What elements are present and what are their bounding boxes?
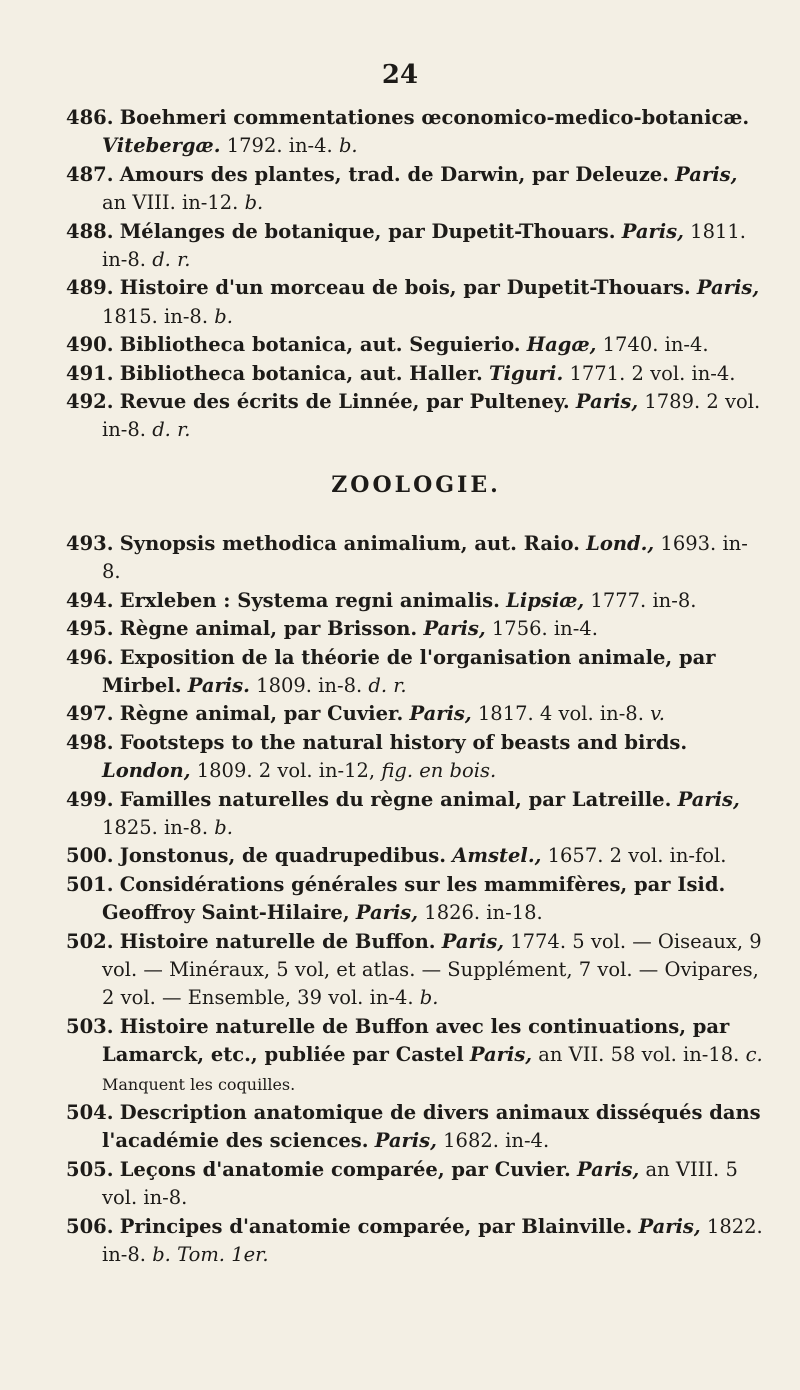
- entry-number: 486.: [66, 106, 114, 129]
- entry-details: 1693. in-8.: [102, 531, 748, 584]
- section-heading: ZOOLOGIE.: [331, 471, 501, 498]
- entry-title: Bibliotheca botanica, aut. Haller.: [119, 361, 483, 385]
- entry-binding: b.: [338, 134, 358, 158]
- entry-binding: b.: [244, 191, 264, 215]
- catalogue-entry: [66, 104, 766, 161]
- catalogue-entry: [66, 1013, 766, 1099]
- catalogue-entry: [66, 218, 766, 275]
- entry-details: 1657. 2 vol. in-fol.: [547, 844, 727, 868]
- entry-binding: b.: [214, 815, 233, 839]
- entry-place: Tiguri.: [489, 361, 564, 385]
- entry-title: Familles naturelles du règne animal, par Latreille.: [119, 787, 672, 811]
- entry-binding: d. r.: [152, 418, 191, 442]
- entry-number: 500.: [66, 844, 114, 868]
- catalogue-entry: [66, 928, 766, 1013]
- catalogue-entry: [66, 274, 766, 331]
- catalogue-entry: [66, 1213, 766, 1270]
- catalogue-entry: [66, 729, 766, 786]
- entry-title: Revue des écrits de Linnée, par Pulteney.: [119, 390, 570, 414]
- catalogue-entries: [66, 104, 766, 1269]
- catalogue-entry: [66, 530, 766, 587]
- entry-title: Histoire naturelle de Buffon.: [119, 929, 436, 953]
- entry-binding: fig. en bois.: [381, 759, 497, 783]
- entry-title: Considérations générales sur les mammifères, par Isid. Geoffroy Saint-Hilaire,: [102, 872, 726, 925]
- entry-details: an VII. 58 vol. in-18.: [538, 1043, 740, 1067]
- entry-title: Histoire d'un morceau de bois, par Dupetit-Thouars.: [119, 276, 691, 300]
- entry-details: 1792. in-4.: [226, 134, 333, 158]
- entry-details: 1822. in-8.: [102, 1214, 763, 1267]
- catalogue-entry: [66, 615, 766, 643]
- entry-title: Footsteps to the natural history of beasts and birds.: [119, 730, 688, 754]
- entry-details: an VIII. 5 vol. in-8.: [102, 1157, 738, 1210]
- entry-number: 504.: [66, 1101, 114, 1124]
- entry-details: 1809. in-8.: [256, 673, 363, 697]
- entry-place: Paris,: [355, 901, 419, 925]
- catalogue-entry: [66, 644, 766, 701]
- entry-place: Paris.: [187, 673, 250, 697]
- entry-place: Lipsiæ,: [506, 588, 585, 612]
- entry-details: an VIII. in-12.: [102, 191, 239, 215]
- entry-details: 1809. 2 vol. in-12,: [196, 759, 376, 783]
- catalogue-entry: [66, 842, 766, 870]
- entry-details: 1825. in-8.: [102, 815, 209, 839]
- entry-number: 499.: [66, 787, 114, 811]
- entry-title: Jonstonus, de quadrupedibus.: [119, 844, 447, 868]
- entry-binding: b. Tom. 1er.: [152, 1243, 269, 1267]
- entry-place: Paris,: [638, 1214, 701, 1238]
- catalogue-entry: [66, 388, 766, 445]
- entry-details: 1826. in-18.: [424, 901, 543, 925]
- entry-place: Vitebergæ.: [102, 134, 221, 158]
- entry-title: Leçons d'anatomie comparée, par Cuvier.: [119, 1157, 571, 1181]
- catalogue-entry: [66, 1099, 766, 1156]
- entry-number: 496.: [66, 645, 114, 669]
- entry-details: 1756. in-4.: [491, 617, 598, 641]
- entry-title: Synopsis methodica animalium, aut. Raio.: [119, 531, 580, 555]
- entry-number: 489.: [66, 276, 114, 300]
- entry-details: 1774. 5 vol. — Oiseaux, 9 vol. — Minéraux, 5 vol, et atlas. — Supplément, 7 vol. — Ovipares, 2 vol. — Ensemble, 39 vol. in-4.: [102, 929, 762, 1010]
- entry-title: Erxleben : Systema regni animalis.: [119, 588, 500, 612]
- entry-details: 1777. in-8.: [590, 588, 697, 612]
- entry-place: Paris,: [677, 787, 740, 811]
- entry-place: Paris,: [469, 1043, 533, 1067]
- catalogue-entry: [66, 161, 766, 218]
- entry-binding: b.: [419, 986, 439, 1010]
- entry-place: Paris,: [409, 702, 472, 726]
- entry-binding: b.: [214, 304, 233, 328]
- entry-number: 490.: [66, 333, 114, 357]
- catalogue-entry: [66, 331, 766, 359]
- entry-title: Boehmeri commentationes œconomico-medico-botanicæ.: [119, 106, 750, 129]
- entry-title: Histoire naturelle de Buffon avec les continuations, par Lamarck, etc., publiée par Castel: [102, 1014, 730, 1067]
- entry-details: 1789. 2 vol. in-8.: [102, 390, 761, 442]
- entry-number: 502.: [66, 929, 114, 953]
- entry-title: Règne animal, par Cuvier.: [119, 702, 404, 726]
- entry-place: Lond.,: [586, 531, 655, 555]
- catalogue-entry: [66, 1156, 766, 1213]
- entry-details: 1740. in-4.: [602, 333, 709, 357]
- entry-place: Paris,: [621, 219, 684, 243]
- entry-number: 491.: [66, 361, 114, 385]
- entry-number: 506.: [66, 1214, 114, 1238]
- entry-title: Description anatomique de divers animaux disséqués dans l'académie des sciences.: [102, 1101, 761, 1153]
- entry-title: Bibliotheca botanica, aut. Seguierio.: [119, 333, 521, 357]
- entry-number: 492.: [66, 390, 114, 414]
- catalogue-entry: [66, 786, 766, 843]
- zoology-entries: [66, 530, 766, 1270]
- entry-place: Paris,: [374, 1129, 437, 1153]
- entry-place: Paris,: [441, 929, 504, 953]
- entry-place: London,: [102, 759, 191, 783]
- catalogue-entry: [66, 871, 766, 928]
- entry-number: 497.: [66, 702, 114, 726]
- entry-place: Amstel.,: [452, 844, 542, 868]
- entry-binding: v.: [650, 702, 666, 726]
- entry-binding: c.: [745, 1043, 763, 1067]
- entry-details: 1811. in-8.: [102, 219, 746, 272]
- entry-binding: d. r.: [152, 248, 191, 272]
- entry-number: 501.: [66, 872, 114, 896]
- entry-details: 1815. in-8.: [102, 304, 209, 328]
- entry-title: Principes d'anatomie comparée, par Blainville.: [119, 1214, 633, 1238]
- entry-number: 494.: [66, 588, 114, 612]
- entry-number: 505.: [66, 1157, 114, 1181]
- entry-binding: d. r.: [368, 673, 407, 697]
- entry-details: 1817. 4 vol. in-8.: [477, 702, 644, 726]
- entry-title: Mélanges de botanique, par Dupetit-Thouars.: [119, 219, 616, 243]
- entry-place: Hagæ,: [526, 333, 597, 357]
- catalogue-entry: [66, 587, 766, 615]
- entry-place: Paris,: [696, 276, 760, 300]
- entry-title: Exposition de la théorie de l'organisation animale, par Mirbel.: [102, 645, 716, 697]
- page-number: 24: [381, 60, 419, 90]
- entry-details: 1682. in-4.: [443, 1129, 550, 1153]
- entry-place: Paris,: [423, 617, 486, 641]
- entry-number: 493.: [66, 531, 114, 555]
- entry-place: Paris,: [575, 390, 639, 414]
- entry-number: 503.: [66, 1014, 114, 1038]
- entry-number: 488.: [66, 219, 114, 243]
- entry-place: Paris,: [577, 1157, 640, 1181]
- entry-note: Manquent les coquilles.: [102, 1074, 296, 1094]
- entry-details: 1771. 2 vol. in-4.: [569, 361, 736, 385]
- entry-title: Règne animal, par Brisson.: [119, 617, 418, 641]
- entry-number: 495.: [66, 617, 114, 641]
- entry-title: Amours des plantes, trad. de Darwin, par Deleuze.: [119, 162, 669, 186]
- entry-number: 498.: [66, 730, 114, 754]
- entry-number: 487.: [66, 162, 114, 186]
- entry-place: Paris,: [675, 162, 738, 186]
- botany-entries: [66, 104, 766, 445]
- catalogue-entry: [66, 700, 766, 728]
- catalogue-entry: [66, 360, 766, 388]
